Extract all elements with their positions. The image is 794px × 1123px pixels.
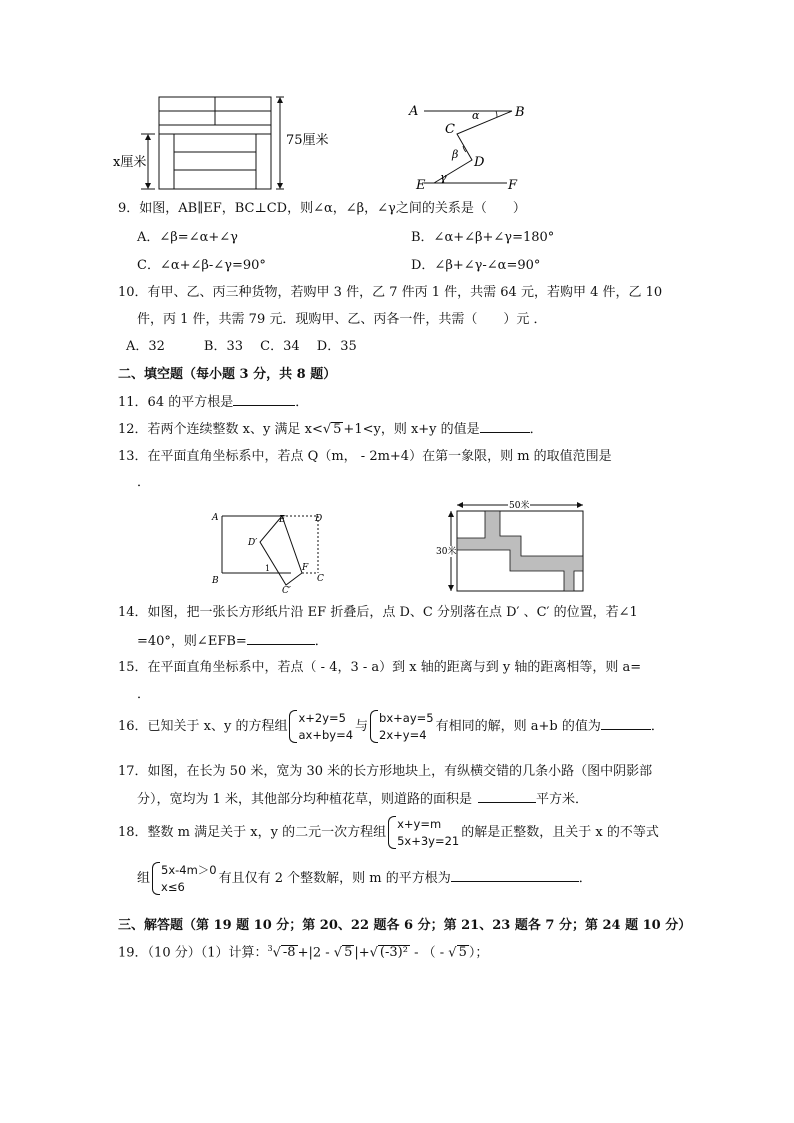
q10-options: A．32 B．33 C．34 D．35 [126,339,357,354]
q18-line1 [118,816,659,849]
q17-line1: 17．如图，在长为 50 米，宽为 30 米的长方形地块上，有纵横交错的几条小路（图中阴影部 [118,764,653,779]
q16-system-2 [370,710,434,743]
q19-square-radicand: (-3)² [379,945,408,961]
q13-line2: ． [137,475,151,490]
q17-answer-blank[interactable] [478,790,536,803]
q18-system-2 [152,862,217,895]
q18-pre: 18．整数 m 满足关于 x，y 的二元一次方程组 [118,825,387,841]
q18-sys1-row2: 5x+3y=21 [397,833,460,848]
q9-stem [118,200,526,218]
angle-label-gamma: γ [440,171,447,184]
angle-label-B: B [515,105,525,120]
q19-root5-b: 5 [458,945,467,961]
q18-post: 的解是正整数，且关于 x 的不等式 [461,825,659,841]
q16-pre: 16．已知关于 x、y 的方程组 [118,719,288,735]
q12: 12．若两个连续整数 x、y 满足 x<√ 5 +1<y，则 x+y 的值是 ． [118,422,543,437]
angle-label-A: A [409,104,419,119]
q9-option-a: A．∠β=∠α+∠γ [137,230,238,245]
q17-end: 平方米． [536,792,589,807]
q19: 19．（10 分）（1）计算：$^3$√ -8 +|2 - √ 5 |+√ (-3)² - （ - √ 5 ）； [118,944,489,961]
field-figure [430,496,595,598]
fold-label-Dprime: D′ [248,538,258,548]
q10-line2: 件，丙 1 件，共需 79 元．现购甲、乙、丙各一件，共需（ ）元 ． [137,312,547,327]
q9-option-b: B．∠α+∠β+∠γ=180° [411,230,555,245]
q12-end: ． [529,422,543,437]
angle-label-D: D [474,155,485,170]
q19-p1: +|2 - [297,945,334,961]
q19-root5-a: 5 [344,945,353,961]
q18-sys2-row1: 5x-4m＞0 [161,863,217,877]
q14-end: ． [314,634,328,649]
q18-l2-post: 有且仅有 2 个整数解，则 m 的平方根为 [218,871,451,887]
fold-figure [208,509,336,595]
q16-mid: 与 [355,719,369,735]
q14-line2-text: =40°，则∠EFB= [137,634,247,649]
q19-p3: - （ - [409,945,449,961]
q12-pre: 12．若两个连续整数 x、y 满足 x< [118,422,323,437]
fold-label-one: 1 [265,564,271,573]
section-fill-in-title: 二、填空题（每小题 3 分，共 8 题） [118,367,337,382]
angle-figure [400,96,540,196]
q18-line2 [137,862,592,895]
q18-sys1-row1: x+y=m [397,817,442,831]
q18-l2-pre: 组 [137,871,151,887]
q11 [118,393,308,412]
q15-line1: 15．在平面直角坐标系中，若点（ - 4，3 - a）到 x 轴的距离与到 y 轴的距离相等，则 a= [118,660,642,675]
q10-line1: 10．有甲、乙、丙三种货物，若购甲 3 件，乙 7 件丙 1 件，共需 64 元，若购甲 4 件，乙 10 [118,285,663,300]
q9-text: 如图，AB∥EF，BC⊥CD，则∠α，∠β，∠γ之间的关系是（ ） [139,201,526,216]
q16-sys2-row2: 2x+y=4 [379,727,427,742]
angle-label-E: E [416,178,426,193]
q16-sys1-row1: x+2y=5 [298,711,347,725]
fold-label-E: E [279,515,286,525]
q15-line2: ． [137,687,151,702]
q17-line2-text: 分），宽均为 1 米，其他部分均种植花草，则道路的面积是 [137,792,473,807]
angle-label-C: C [445,122,455,137]
fold-label-B: B [212,576,219,586]
q9-option-d: D．∠β+∠γ-∠α=90° [411,258,541,273]
q11-end: ． [295,395,309,410]
section-solutions-title: 三、解答题（第 19 题 10 分；第 20、22 题各 6 分；第 21、23 题各 7 分；第 24 题 10 分） [118,918,692,933]
q18-answer-blank[interactable] [451,869,579,882]
q19-pre: 19．（10 分）（1）计算： [118,945,268,961]
q11-text: 11．64 的平方根是 [118,395,234,410]
q16-post: 有相同的解，则 a+b 的值为 [435,719,601,735]
q16-sys1-row2: ax+by=4 [298,727,354,742]
cabinet-x-label: x厘米 [113,155,147,170]
q13-line1: 13．在平面直角坐标系中，若点 Q（m， - 2m+4）在第一象限，则 m 的取值范围是 [118,449,612,464]
q17-line2 [137,790,588,809]
cabinet-height-label: 75厘米 [286,133,329,148]
q9-number: 9． [118,201,140,216]
q18-end: ． [578,871,592,887]
fold-label-D: D [315,514,323,524]
cabinet-figure [110,88,340,196]
q18-sys2-row2: x≤6 [161,879,185,894]
q14-line1: 14．如图，把一张长方形纸片沿 EF 折叠后，点 D、C 分别落在点 D′ 、C′ 的位置，若∠1 [118,605,638,620]
angle-label-alpha: α [472,109,480,122]
field-width-label: 50米 [509,501,530,511]
angle-label-F: F [508,178,518,193]
q16-end: ． [650,719,664,735]
q16-system-1 [289,710,353,743]
fold-label-C: C [317,574,324,584]
q12-radicand: 5 [333,422,342,437]
q11-answer-blank[interactable] [233,393,295,406]
q9-option-c: C．∠α+∠β-∠γ=90° [137,258,266,273]
q14-line2 [137,632,328,651]
q19-cube-radicand: -8 [282,945,296,961]
q19-cube-index: 3 [267,944,273,953]
q14-answer-blank[interactable] [247,632,315,645]
angle-label-beta: β [452,148,459,161]
q19-p2: |+ [354,945,370,961]
fold-label-A: A [212,513,219,523]
q16-answer-blank[interactable] [601,717,651,730]
q16 [118,710,664,743]
q12-answer-blank[interactable] [480,420,530,433]
fold-label-F: F [302,563,309,573]
q16-sys2-row1: bx+ay=5 [379,711,434,725]
q18-system-1 [388,816,459,849]
fold-label-Cprime: C′ [282,586,291,595]
field-height-label: 30米 [436,547,457,557]
q12-mid: +1<y，则 x+y 的值是 [343,422,480,437]
q19-p4: ）； [468,945,489,961]
